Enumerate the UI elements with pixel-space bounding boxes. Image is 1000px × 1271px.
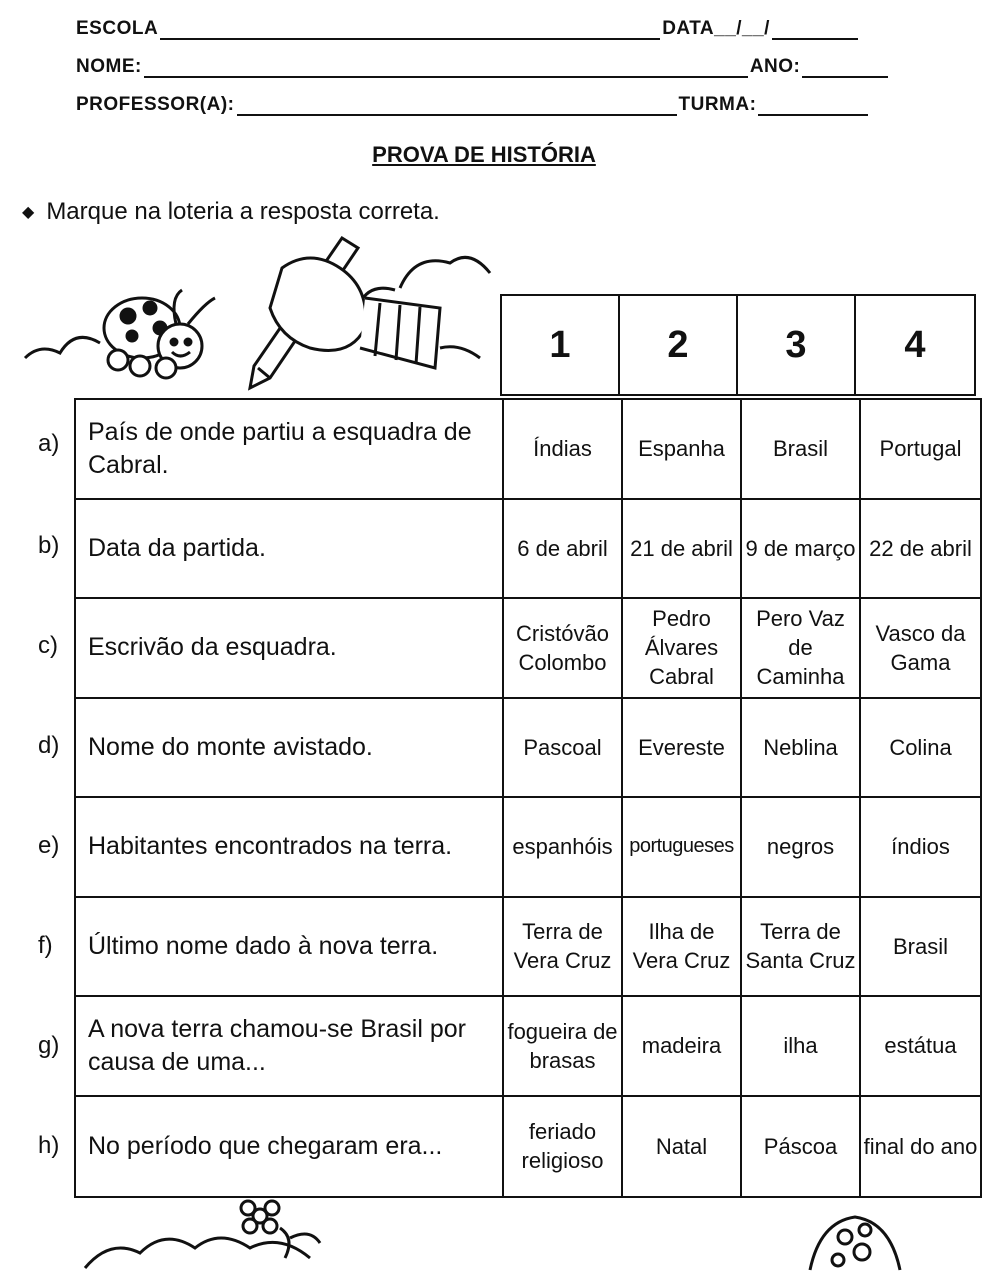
column-header <box>500 294 976 396</box>
data-field[interactable] <box>772 20 858 40</box>
row-letter-d: d) <box>38 732 60 759</box>
school-line <box>76 18 902 40</box>
question-d: Nome do monte avistado. <box>76 699 504 797</box>
row-letter-a: a) <box>38 430 60 457</box>
ano-field[interactable] <box>802 58 888 78</box>
mushroom-illustration <box>800 1212 910 1271</box>
turma-field[interactable] <box>758 96 868 116</box>
answer-cell[interactable]: Pero Vaz de Caminha <box>742 599 861 697</box>
column-1-header: 1 <box>502 296 620 394</box>
ano-label: ANO: <box>749 56 801 77</box>
row-letter-c: c) <box>38 632 58 659</box>
table-row <box>76 699 980 799</box>
answer-cell[interactable]: Espanha <box>623 400 742 498</box>
column-3-header: 3 <box>738 296 856 394</box>
answer-cell[interactable]: 9 de março <box>742 500 861 598</box>
answer-cell[interactable]: Portugal <box>879 436 962 462</box>
row-letter-e: e) <box>38 832 60 859</box>
answer-cell[interactable]: 22 de abril <box>869 535 972 561</box>
question-a: País de onde partiu a esquadra de Cabral. <box>76 400 504 498</box>
question-g: A nova terra chamou-se Brasil por causa de uma... <box>76 997 504 1095</box>
table-row <box>76 898 980 998</box>
answer-cell[interactable]: fogueira de brasas <box>504 997 623 1095</box>
flower-bush-illustration <box>80 1198 400 1271</box>
row-letter-h: h) <box>38 1132 60 1159</box>
answer-cell[interactable]: Evereste <box>623 699 742 797</box>
table-row <box>76 500 980 600</box>
table-row <box>76 400 980 500</box>
nome-label: NOME: <box>76 56 142 77</box>
answer-cell[interactable]: Brasil <box>742 400 861 498</box>
table-row <box>76 1097 980 1197</box>
answer-cell[interactable]: Brasil <box>892 933 948 959</box>
column-2-header: 2 <box>620 296 738 394</box>
teacher-line <box>76 94 902 116</box>
answer-cell[interactable]: Colina <box>889 734 952 760</box>
question-f: Último nome dado à nova terra. <box>76 898 504 996</box>
answer-cell[interactable]: 6 de abril <box>504 500 623 598</box>
answer-cell[interactable]: estátua <box>884 1033 957 1059</box>
question-h: No período que chegaram era... <box>76 1097 504 1197</box>
answer-cell[interactable]: feriado religioso <box>504 1097 623 1197</box>
professor-field[interactable] <box>237 96 677 116</box>
row-letter-b: b) <box>38 532 60 559</box>
diamond-bullet-icon: ◆ <box>22 204 35 221</box>
data-label: DATA__/__/ <box>662 18 770 39</box>
escola-label: ESCOLA <box>76 18 159 39</box>
escola-field[interactable] <box>160 20 660 40</box>
turma-label: TURMA: <box>678 94 757 115</box>
answer-cell[interactable]: Páscoa <box>742 1097 861 1197</box>
table-row <box>76 997 980 1097</box>
answer-cell[interactable]: Índias <box>504 400 623 498</box>
nome-field[interactable] <box>144 58 748 78</box>
question-b: Data da partida. <box>76 500 504 598</box>
answer-cell[interactable]: Terra de Santa Cruz <box>742 898 861 996</box>
answer-cell[interactable]: Pedro Álvares Cabral <box>623 599 742 697</box>
question-c: Escrivão da esquadra. <box>76 599 504 697</box>
answer-cell[interactable]: Pascoal <box>504 699 623 797</box>
name-line <box>76 56 902 78</box>
table-row <box>76 798 980 898</box>
answer-cell[interactable]: Neblina <box>742 699 861 797</box>
answer-cell[interactable]: índios <box>891 834 950 860</box>
ladybug-pencil-illustration <box>20 228 500 398</box>
page-title: PROVA DE HISTÓRIA <box>372 142 596 167</box>
answer-cell[interactable]: Cristóvão Colombo <box>504 599 623 697</box>
answer-cell[interactable]: Ilha de Vera Cruz <box>623 898 742 996</box>
instruction-text: Marque na loteria a resposta correta. <box>46 198 440 225</box>
row-letter-f: f) <box>38 932 53 959</box>
answer-cell[interactable]: 21 de abril <box>623 500 742 598</box>
column-4-header: 4 <box>904 323 926 366</box>
answer-cell[interactable]: madeira <box>623 997 742 1095</box>
instruction <box>22 198 440 226</box>
lottery-table <box>74 398 982 1198</box>
row-letter-g: g) <box>38 1032 60 1059</box>
question-e: Habitantes encontrados na terra. <box>76 798 504 896</box>
answer-cell[interactable]: espanhóis <box>504 798 623 896</box>
professor-label: PROFESSOR(A): <box>76 94 235 115</box>
answer-cell[interactable]: Vasco da Gama <box>875 620 966 675</box>
answer-cell[interactable]: ilha <box>742 997 861 1095</box>
answer-cell[interactable]: Natal <box>623 1097 742 1197</box>
answer-cell[interactable]: final do ano <box>863 1133 978 1159</box>
answer-cell[interactable]: portugueses <box>623 798 742 896</box>
answer-cell[interactable]: negros <box>742 798 861 896</box>
table-row <box>76 599 980 699</box>
answer-cell[interactable]: Terra de Vera Cruz <box>504 898 623 996</box>
